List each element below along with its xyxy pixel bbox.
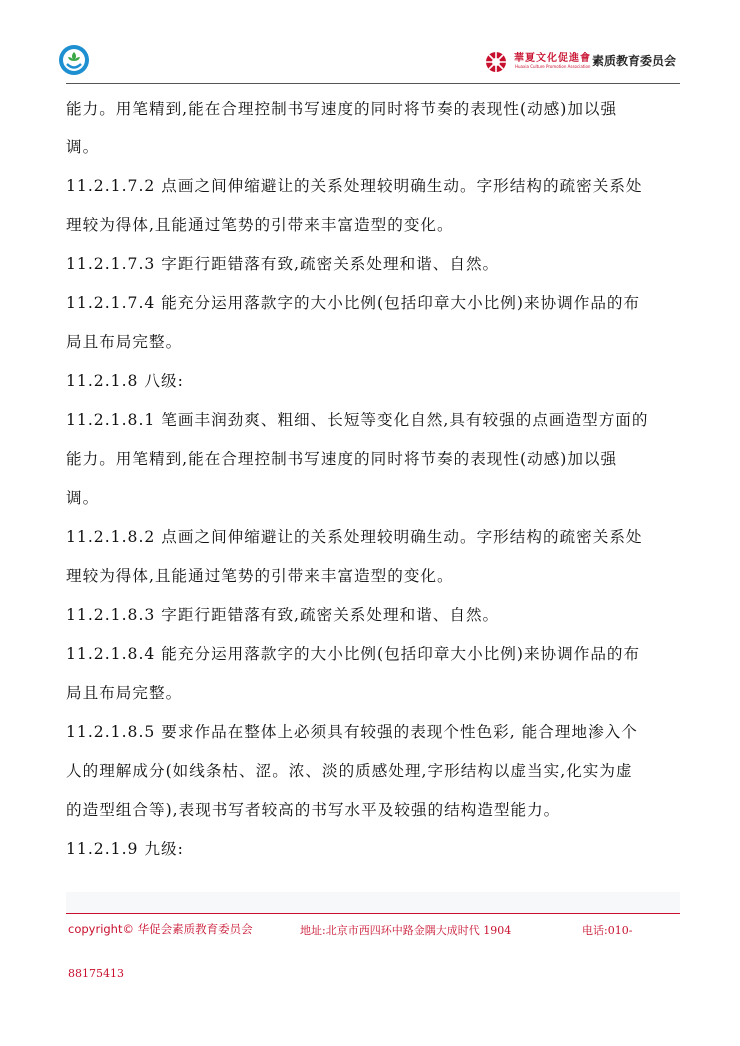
section-heading: 11.2.1.8 八级: bbox=[66, 372, 184, 390]
body-line: 11.2.1.8.4 能充分运用落款字的大小比例(包括印章大小比例)来协调作品的布 bbox=[66, 645, 641, 663]
left-logo-icon bbox=[58, 44, 90, 76]
footer-band bbox=[66, 892, 680, 914]
body-line: 11.2.1.7.2 点画之间伸缩避让的关系处理较明确生动。字形结构的疏密关系处 bbox=[66, 177, 643, 195]
body-line: 调。 bbox=[66, 138, 100, 156]
body-line: 理较为得体,且能通过笔势的引带来丰富造型的变化。 bbox=[66, 216, 454, 234]
footer-copyright: copyright© 华促会素质教育委员会 bbox=[68, 922, 253, 936]
body-line: 11.2.1.7.4 能充分运用落款字的大小比例(包括印章大小比例)来协调作品的布 bbox=[66, 294, 641, 312]
footer-divider bbox=[66, 913, 680, 914]
body-line: 的造型组合等),表现书写者较高的书写水平及较强的结构造型能力。 bbox=[66, 801, 561, 819]
body-line: 11.2.1.8.1 笔画丰润劲爽、粗细、长短等变化自然,具有较强的点画造型方面的 bbox=[66, 411, 649, 429]
body-line: 11.2.1.8.3 字距行距错落有致,疏密关系处理和谐、自然。 bbox=[66, 606, 500, 624]
body-line: 局且布局完整。 bbox=[66, 684, 183, 702]
footer-phone-label: 电话:010- bbox=[582, 924, 633, 937]
body-line: 能力。用笔精到,能在合理控制书写速度的同时将节奏的表现性(动感)加以强 bbox=[66, 100, 618, 118]
body-line: 理较为得体,且能通过笔势的引带来丰富造型的变化。 bbox=[66, 567, 454, 585]
body-line: 人的理解成分(如线条枯、涩。浓、淡的质感处理,字形结构以虚当实,化实为虚 bbox=[66, 762, 633, 780]
footer-address: 地址:北京市西四环中路金隅大成时代 1904 bbox=[300, 924, 512, 937]
body-line: 11.2.1.8.5 要求作品在整体上必须具有较强的表现个性色彩, 能合理地渗入个 bbox=[66, 723, 638, 741]
body-line: 局且布局完整。 bbox=[66, 333, 183, 351]
section-heading: 11.2.1.9 九级: bbox=[66, 840, 184, 858]
page-header bbox=[0, 0, 740, 86]
header-divider bbox=[66, 83, 680, 84]
body-line: 能力。用笔精到,能在合理控制书写速度的同时将节奏的表现性(动感)加以强 bbox=[66, 450, 618, 468]
right-logo-icon bbox=[482, 50, 510, 74]
org-name-en: Huaxia Culture Promotion Association bbox=[515, 64, 591, 69]
footer-phone-number: 88175413 bbox=[68, 967, 124, 980]
body-line: 11.2.1.8.2 点画之间伸缩避让的关系处理较明确生动。字形结构的疏密关系处 bbox=[66, 528, 643, 546]
org-name-cn: 華夏文化促進會 bbox=[514, 53, 591, 64]
body-line: 调。 bbox=[66, 489, 100, 507]
body-line: 11.2.1.7.3 字距行距错落有致,疏密关系处理和谐、自然。 bbox=[66, 255, 500, 273]
committee-name: 素质教育委员会 bbox=[592, 54, 677, 68]
